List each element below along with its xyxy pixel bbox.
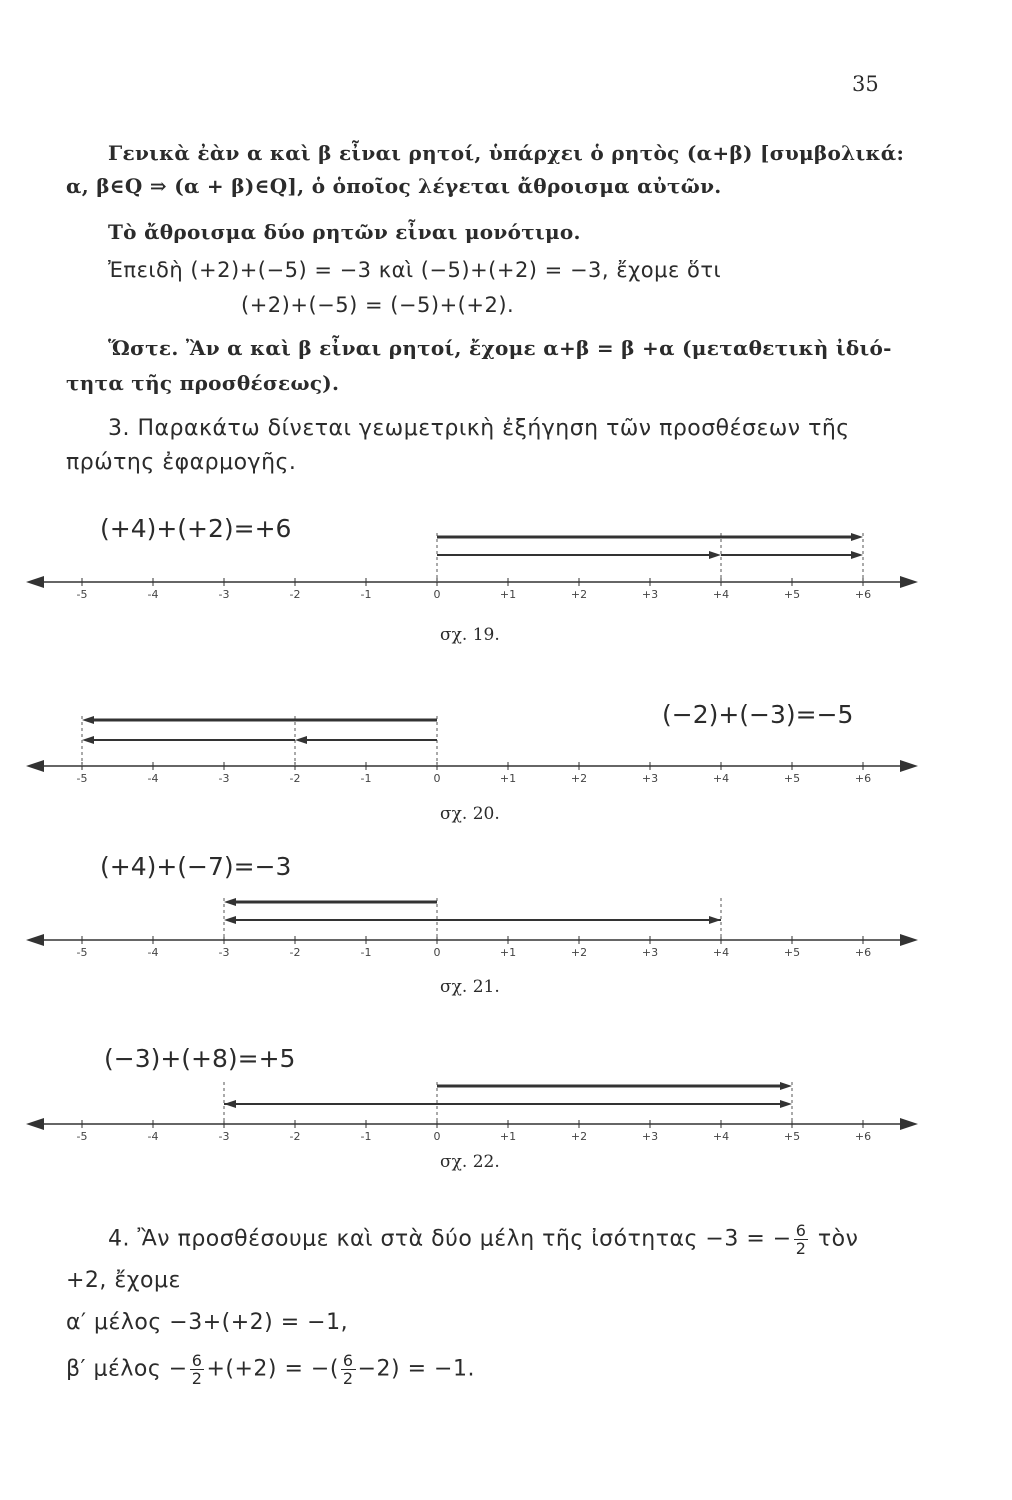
page-number: 35 [852, 72, 879, 96]
tick-label-+1: +1 [499, 772, 517, 785]
tick-label-0: 0 [433, 1130, 441, 1143]
commutative-line-1: Ὥστε. Ἂν α καὶ β εἶναι ρητοί, ἔχομε α+β = β +α (μεταθετικὴ ἰδιό- [108, 336, 892, 360]
tick-label--5: -5 [76, 946, 88, 959]
tick-label--3: -3 [218, 588, 230, 601]
tick-label-+4: +4 [712, 1130, 730, 1143]
sum-vector-head [780, 1082, 792, 1090]
fig22-caption: σχ. 22. [440, 1152, 500, 1172]
fig21-equation: (+4)+(−7)=−3 [100, 852, 292, 881]
axis-left-arrow [26, 934, 44, 946]
tick-label--1: -1 [360, 588, 372, 601]
item3-line-2: πρώτης ἐφαρμογῆς. [66, 450, 297, 475]
tick-label-+2: +2 [570, 772, 588, 785]
tick-label--1: -1 [360, 1130, 372, 1143]
item4-line1-end: τὸν [817, 1226, 859, 1252]
tick-label-+5: +5 [783, 946, 801, 959]
item4-line-4 [66, 1352, 475, 1387]
tick-label--4: -4 [147, 1130, 159, 1143]
fig19-caption: σχ. 19. [440, 625, 500, 645]
fig22-equation: (−3)+(+8)=+5 [104, 1044, 296, 1073]
tick-label--5: -5 [76, 588, 88, 601]
tick-label-+3: +3 [641, 946, 659, 959]
second-vector-head [224, 916, 236, 924]
sum-vector-head [851, 533, 863, 541]
tick-label-+6: +6 [854, 588, 872, 601]
tick-label-+5: +5 [783, 1130, 801, 1143]
axis-right-arrow [900, 760, 918, 772]
sum-vector-head [224, 898, 236, 906]
example-line-1: Ἐπειδὴ (+2)+(−5) = −3 καὶ (−5)+(+2) = −3, ἔχομε ὅτι [108, 258, 722, 282]
general-line-3: Τὸ ἄθροισμα δύο ρητῶν εἶναι μονότιμο. [108, 220, 581, 244]
tick-label-+1: +1 [499, 946, 517, 959]
tick-label-0: 0 [433, 588, 441, 601]
sum-vector-head [82, 716, 94, 724]
tick-label-+4: +4 [712, 588, 730, 601]
item4-line4-a: β′ μέλος − [66, 1356, 188, 1382]
axis-left-arrow [26, 1118, 44, 1130]
axis-left-arrow [26, 760, 44, 772]
tick-label-+6: +6 [854, 946, 872, 959]
tick-label-+6: +6 [854, 1130, 872, 1143]
tick-label--1: -1 [360, 772, 372, 785]
axis-right-arrow [900, 934, 918, 946]
item4-fraction-2: $\frac{6}{2}$ [191, 1351, 203, 1388]
tick-label-+3: +3 [641, 772, 659, 785]
item4-line4-b: +(+2) = −( [206, 1356, 339, 1382]
tick-label--3: -3 [218, 1130, 230, 1143]
item4-line4-c: −2) = −1. [357, 1356, 475, 1382]
general-line-2: α, β∈Q ⇒ (α + β)∈Q], ὁ ὁποῖος λέγεται ἄθροισμα αὐτῶν. [66, 174, 722, 198]
item3-line-1: 3. Παρακάτω δίνεται γεωμετρικὴ ἐξήγηση τῶν προσθέσεων τῆς [108, 416, 850, 441]
tick-label-+5: +5 [783, 588, 801, 601]
tick-label--5: -5 [76, 772, 88, 785]
fig21-caption: σχ. 21. [440, 977, 500, 997]
tick-label--4: -4 [147, 772, 159, 785]
tick-label-+6: +6 [854, 772, 872, 785]
tick-label--3: -3 [218, 772, 230, 785]
item4-line1-text: 4. Ἂν προσθέσουμε καὶ στὰ δύο μέλη τῆς ἰσότητας −3 = − [108, 1226, 792, 1252]
tick-label--2: -2 [289, 1130, 301, 1143]
axis-right-arrow [900, 1118, 918, 1130]
item4-line-3: α′ μέλος −3+(+2) = −1, [66, 1310, 349, 1335]
general-line-1: Γενικὰ ἐὰν α καὶ β εἶναι ρητοί, ὑπάρχει ὁ ρητὸς (α+β) [συμβολικά: [108, 141, 905, 165]
tick-label--5: -5 [76, 1130, 88, 1143]
tick-label-+5: +5 [783, 772, 801, 785]
tick-label-+3: +3 [641, 588, 659, 601]
first-vector-head [709, 551, 721, 559]
commutative-line-2: τητα τῆς προσθέσεως). [66, 371, 340, 395]
item4-fraction: $\frac{6}{2}$ [795, 1221, 807, 1258]
item4-line-1 [108, 1222, 858, 1257]
item4-fraction-3: $\frac{6}{2}$ [342, 1351, 354, 1388]
second-vector-head [82, 736, 94, 744]
tick-label--2: -2 [289, 588, 301, 601]
tick-label--2: -2 [289, 946, 301, 959]
tick-label--1: -1 [360, 946, 372, 959]
second-vector-head [851, 551, 863, 559]
tick-label-+3: +3 [641, 1130, 659, 1143]
item4-line-2: +2, ἔχομε [66, 1268, 181, 1293]
tick-label--4: -4 [147, 946, 159, 959]
tick-label-+2: +2 [570, 588, 588, 601]
example-line-2: (+2)+(−5) = (−5)+(+2). [241, 293, 515, 317]
fig20-caption: σχ. 20. [440, 804, 500, 824]
tick-label-+2: +2 [570, 946, 588, 959]
tick-label-+2: +2 [570, 1130, 588, 1143]
tick-label-0: 0 [433, 772, 441, 785]
second-vector-head [780, 1100, 792, 1108]
fig19-equation: (+4)+(+2)=+6 [100, 514, 292, 543]
tick-label--4: -4 [147, 588, 159, 601]
tick-label-0: 0 [433, 946, 441, 959]
tick-label-+1: +1 [499, 588, 517, 601]
tick-label-+1: +1 [499, 1130, 517, 1143]
tick-label--2: -2 [289, 772, 301, 785]
tick-label-+4: +4 [712, 946, 730, 959]
fig20-equation: (−2)+(−3)=−5 [662, 700, 854, 729]
tick-label-+4: +4 [712, 772, 730, 785]
axis-right-arrow [900, 576, 918, 588]
first-vector-head [295, 736, 307, 744]
tick-label--3: -3 [218, 946, 230, 959]
axis-left-arrow [26, 576, 44, 588]
